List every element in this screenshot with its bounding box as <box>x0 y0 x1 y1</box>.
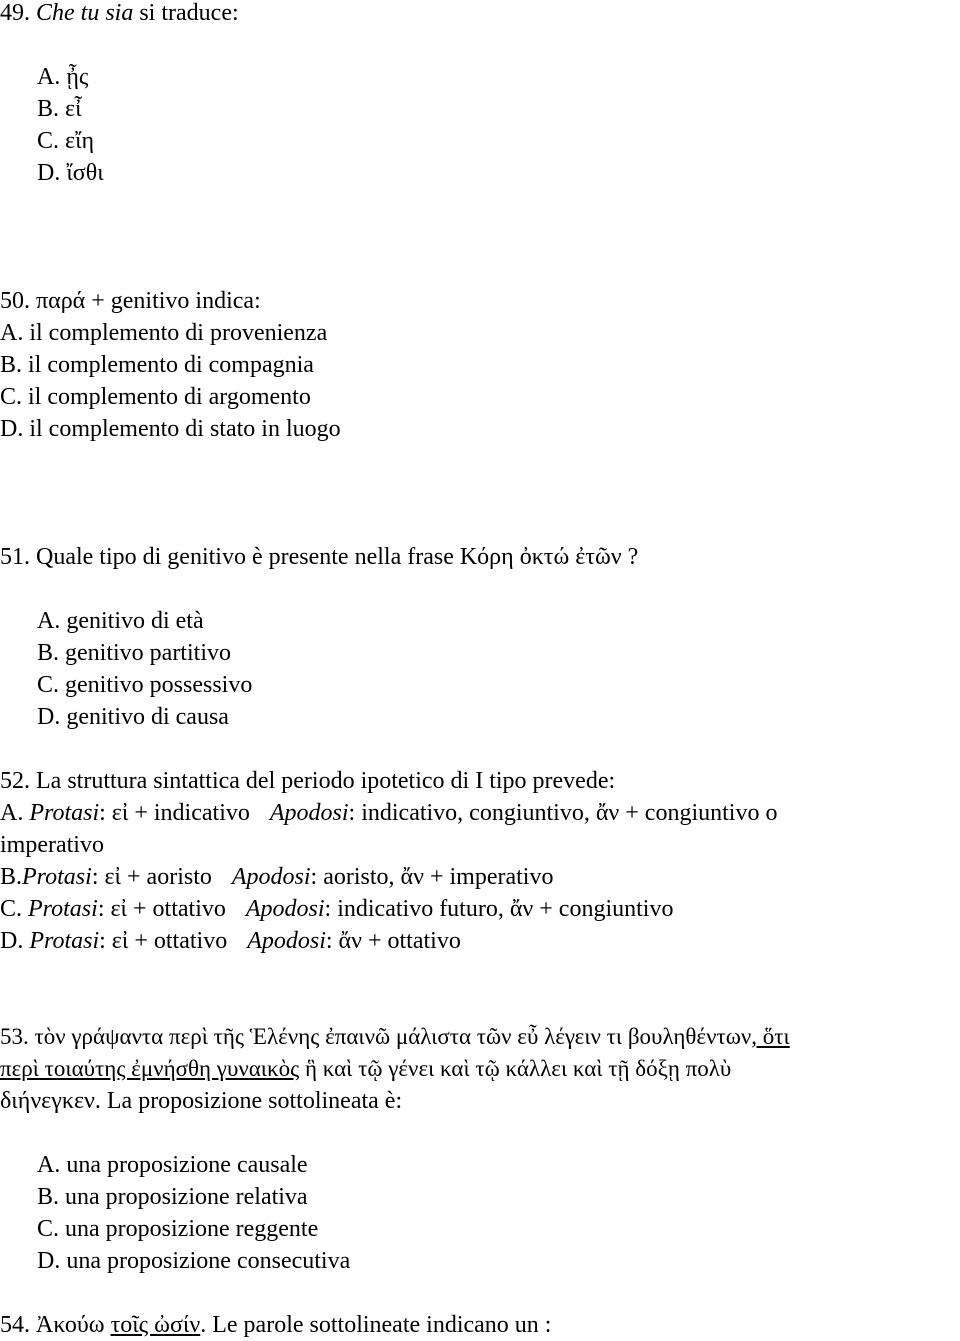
question-52-option-a-continuation: imperativo <box>0 832 104 858</box>
question-49-prompt-rest: si traduce: <box>133 0 239 26</box>
option-letter: C. <box>0 896 29 922</box>
greek-text: 53. τὸν γράψαντα περὶ τῆς Ἑλένης ἐπαινῶ μάλιστα τῶν εὖ λέγειν τι βουληθέντων <box>0 1024 752 1049</box>
question-53-option-c: C. una proposizione reggente <box>37 1216 319 1242</box>
question-49-option-d: D. ἴσθι <box>37 160 104 186</box>
question-52-option-b <box>0 861 553 893</box>
apodosi-text: : indicativo, congiuntivo, ἄν + congiuntivo o <box>348 800 778 826</box>
apodosi-label: Apodosi <box>247 928 326 954</box>
option-letter: A. <box>0 800 30 826</box>
question-54-prompt <box>0 1309 551 1341</box>
question-54-start: 54. Ἀκούω <box>0 1312 111 1338</box>
question-51-prompt: 51. Quale tipo di genitivo è presente nella frase Κόρη ὀκτώ ἐτῶν ? <box>0 544 639 570</box>
apodosi-text: : ἄν + ottativo <box>325 928 461 954</box>
apodosi-label: Apodosi <box>231 864 311 890</box>
question-49-prompt <box>0 0 239 29</box>
question-49-italic-phrase: Che tu sia <box>36 0 134 26</box>
question-50-option-c: C. il complemento di argomento <box>0 384 311 410</box>
question-52-option-c <box>0 893 673 925</box>
question-53-prompt: διήνεγκεν. La proposizione sottolineata è: <box>0 1088 403 1114</box>
question-51-option-d: D. genitivo di causa <box>37 704 229 730</box>
apodosi-label: Apodosi <box>245 896 325 922</box>
question-50-option-b: B. il complemento di compagnia <box>0 352 314 378</box>
question-52-option-a <box>0 797 777 829</box>
apodosi-label: Apodosi <box>269 800 349 826</box>
underlined-greek-text: τοῖς ὠσίν <box>110 1312 201 1338</box>
underlined-greek-text: , ὅτι <box>751 1024 790 1049</box>
protasi-text: : εἰ + ottativo <box>97 896 226 922</box>
question-49-option-a: A. ᾖς <box>37 64 89 90</box>
apodosi-text: : indicativo futuro, ἄν + congiuntivo <box>324 896 674 922</box>
question-52-option-d <box>0 925 461 957</box>
greek-text: ἣ καὶ τῷ γένει καὶ τῷ κάλλει καὶ τῇ δόξῃ πολὺ <box>299 1056 732 1081</box>
question-53-option-b: B. una proposizione relativa <box>37 1184 308 1210</box>
question-53-option-d: D. una proposizione consecutiva <box>37 1248 351 1274</box>
question-53-option-a: A. una proposizione causale <box>37 1152 308 1178</box>
question-50-option-d: D. il complemento di stato in luogo <box>0 416 341 442</box>
question-50-prompt: 50. παρά + genitivo indica: <box>0 288 261 314</box>
protasi-label: Protasi <box>29 928 100 954</box>
question-50-option-a: A. il complemento di provenienza <box>0 320 328 346</box>
question-49-option-b: B. εἶ <box>37 96 82 122</box>
question-51-option-c: C. genitivo possessivo <box>37 672 253 698</box>
protasi-label: Protasi <box>28 896 98 922</box>
protasi-text: : εἰ + aoristo <box>91 864 212 890</box>
protasi-label: Protasi <box>29 800 100 826</box>
question-53-greek-line-1 <box>0 1021 790 1053</box>
protasi-text: : εἰ + indicativo <box>99 800 250 826</box>
option-letter: B. <box>0 864 23 890</box>
apodosi-text: : aoristo, ἄν + imperativo <box>310 864 554 890</box>
question-49-number: 49. <box>0 0 30 26</box>
option-letter: D. <box>0 928 30 954</box>
protasi-text: : εἰ + ottativo <box>99 928 228 954</box>
underlined-greek-text: περὶ τοιαύτης ἐμνήσθη γυναικὸς <box>0 1056 300 1081</box>
question-51-option-a: A. genitivo di età <box>37 608 204 634</box>
question-49-option-c: C. εἴη <box>37 128 95 154</box>
protasi-label: Protasi <box>22 864 92 890</box>
question-51-option-b: B. genitivo partitivo <box>37 640 231 666</box>
question-53-greek-line-2 <box>0 1053 731 1085</box>
question-54-end: . Le parole sottolineate indicano un : <box>200 1312 552 1338</box>
question-52-prompt: 52. La struttura sintattica del periodo ipotetico di I tipo prevede: <box>0 768 616 794</box>
